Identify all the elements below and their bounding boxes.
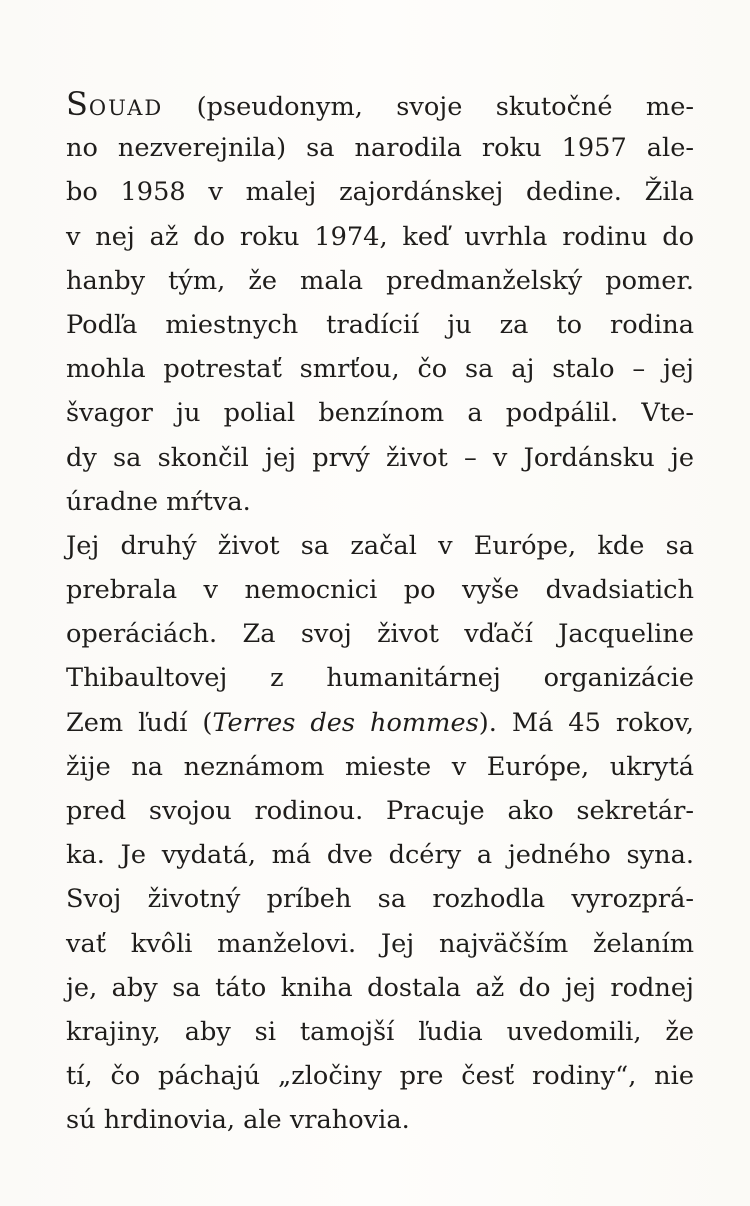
text-line-1: SOUAD (pseudonym, svoje skutočné me- bbox=[66, 85, 694, 123]
text-line-10: úradne mŕtva. bbox=[66, 486, 251, 517]
italic-org-name: Terres des hommes bbox=[212, 707, 479, 738]
text-line-8: švagor ju polial benzínom a podpálil. Vte- bbox=[66, 398, 694, 429]
text-line-17: pred svojou rodinou. Pracuje ako sekretár- bbox=[66, 796, 694, 826]
text-line-20: vať kvôli manželovi. Jej najväčším želaním bbox=[66, 928, 694, 959]
text-line-13: operáciách. Za svoj život vďačí Jacqueline bbox=[66, 619, 694, 650]
text-line-14: Thibaultovej z humanitárnej organizácie bbox=[66, 663, 694, 694]
text-line-6: Podľa miestnych tradícií ju za to rodina bbox=[66, 309, 694, 340]
text-line-23: tí, čo páchajú „zločiny pre česť rodiny“, nie bbox=[66, 1061, 694, 1092]
text-line-21: je, aby sa táto kniha dostala až do jej rodnej bbox=[66, 972, 694, 1003]
text-line-5: hanby tým, že mala predmanželský pomer. bbox=[66, 265, 694, 296]
text-line-18: ka. Je vydatá, má dve dcéry a jedného syna. bbox=[66, 840, 694, 871]
text-line-15: Zem ľudí (Terres des hommes). Má 45 rokov, bbox=[66, 707, 694, 738]
text-line-2: no nezverejnila) sa narodila roku 1957 ale- bbox=[66, 133, 694, 164]
text-line-9: dy sa skončil jej prvý život – v Jordánsku je bbox=[66, 442, 694, 473]
text-line-22: krajiny, aby si tamojší ľudia uvedomili, že bbox=[66, 1016, 694, 1047]
text-line-16: žije na neznámom mieste v Európe, ukrytá bbox=[66, 751, 694, 782]
text-line-19: Svoj životný príbeh sa rozhodla vyrozprá- bbox=[66, 884, 694, 915]
author-name: SOUAD bbox=[66, 85, 164, 123]
text-line-12: prebrala v nemocnici po vyše dvadsiatich bbox=[66, 575, 694, 606]
text-line-7: mohla potrestať smrťou, čo sa aj stalo – jej bbox=[66, 354, 694, 385]
text-line-24: sú hrdinovia, ale vrahovia. bbox=[66, 1105, 410, 1136]
text-line-3: bo 1958 v malej zajordánskej dedine. Žila bbox=[66, 177, 694, 208]
text-line-11: Jej druhý život sa začal v Európe, kde sa bbox=[66, 530, 694, 561]
text-line-4: v nej až do roku 1974, keď uvrhla rodinu do bbox=[66, 221, 694, 252]
author-bio-text bbox=[66, 82, 694, 1143]
